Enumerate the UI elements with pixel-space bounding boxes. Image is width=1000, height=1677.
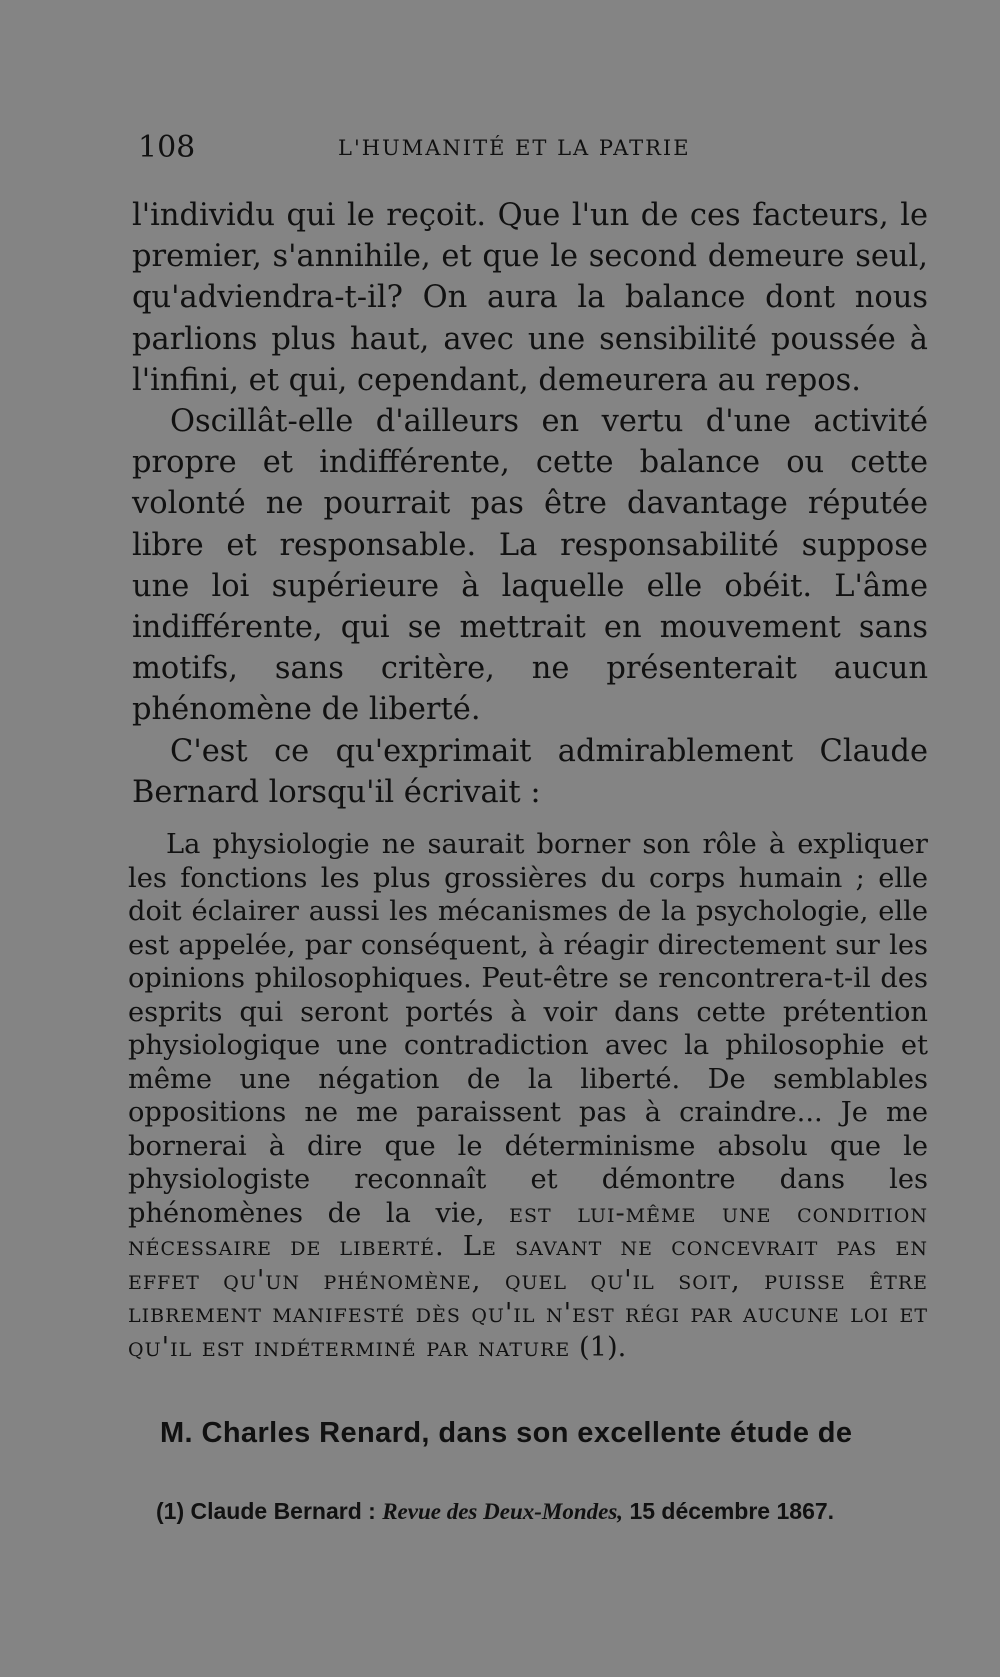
page-header — [138, 130, 928, 170]
footnote-tail: 15 décembre 1867. — [623, 1498, 835, 1524]
quote-body: La physiologie ne saurait borner son rôle à expliquer les fonctions les plus grossières du corps humain ; elle doit éclairer aussi les mécanismes de la psychologie, elle est appelée, par conséquent, à réagir directement sur les opinions philosophiques. Peut-être se rencontrera-t-il des esprits qui seront portés à voir dans cette prétention physiologique une contradiction avec la philosophie et même une négation de la liberté. De semblables oppositions ne me paraissent pas à craindre... Je me bornerai à dire que le déterminisme absolu que le physiologiste reconnaît et démontre dans les phénomènes de la vie, — [128, 829, 928, 1229]
footnote-lead: (1) Claude Bernard : — [156, 1498, 383, 1524]
continuation-text — [160, 1413, 930, 1453]
paragraph-2: Oscillât-elle d'ailleurs en vertu d'une activité propre et indifférente, cette balance ou cette volonté ne pourrait pas être davantage réputée libre et responsable. La responsabilité suppose une loi supérieure à laquelle elle obéit. L'âme indifférente, qui se mettrait en mouvement sans motifs, sans critère, ne présenterait aucun phénomène de liberté. — [132, 404, 928, 728]
page-number: 108 — [138, 130, 196, 165]
footnote-title: Revue des Deux-Mondes, — [382, 1499, 624, 1524]
footnote-reference: (1). — [570, 1331, 627, 1363]
quote-text — [128, 828, 928, 1364]
quote-smallcaps: est lui-même une condition nécessaire de liberté. Le savant ne concevrait pas en effet qu'un phénomène, quel qu'il soit, puisse être librement manifesté dès qu'il n'est régi par aucune loi et qu'il est indéterminé par nature — [128, 1197, 928, 1363]
running-title: L'HUMANITÉ ET LA PATRIE — [338, 136, 691, 160]
continuation-line: M. Charles Renard, dans son excellente étude de — [160, 1417, 853, 1449]
paragraph-3: C'est ce qu'exprimait admirablement Claude Bernard lorsqu'il écrivait : — [132, 733, 928, 810]
footnote — [128, 1495, 928, 1528]
paragraph-1: l'individu qui le reçoit. Que l'un de ces facteurs, le premier, s'annihile, et que le second demeure seul, qu'adviendra-t-il? On aura la balance dont nous parlions plus haut, avec une sensibilité poussée à l'infini, et qui, cependant, demeurera au repos. — [132, 198, 928, 398]
block-quote — [128, 828, 928, 1364]
body-text — [132, 195, 928, 813]
footnote-text — [128, 1495, 928, 1528]
